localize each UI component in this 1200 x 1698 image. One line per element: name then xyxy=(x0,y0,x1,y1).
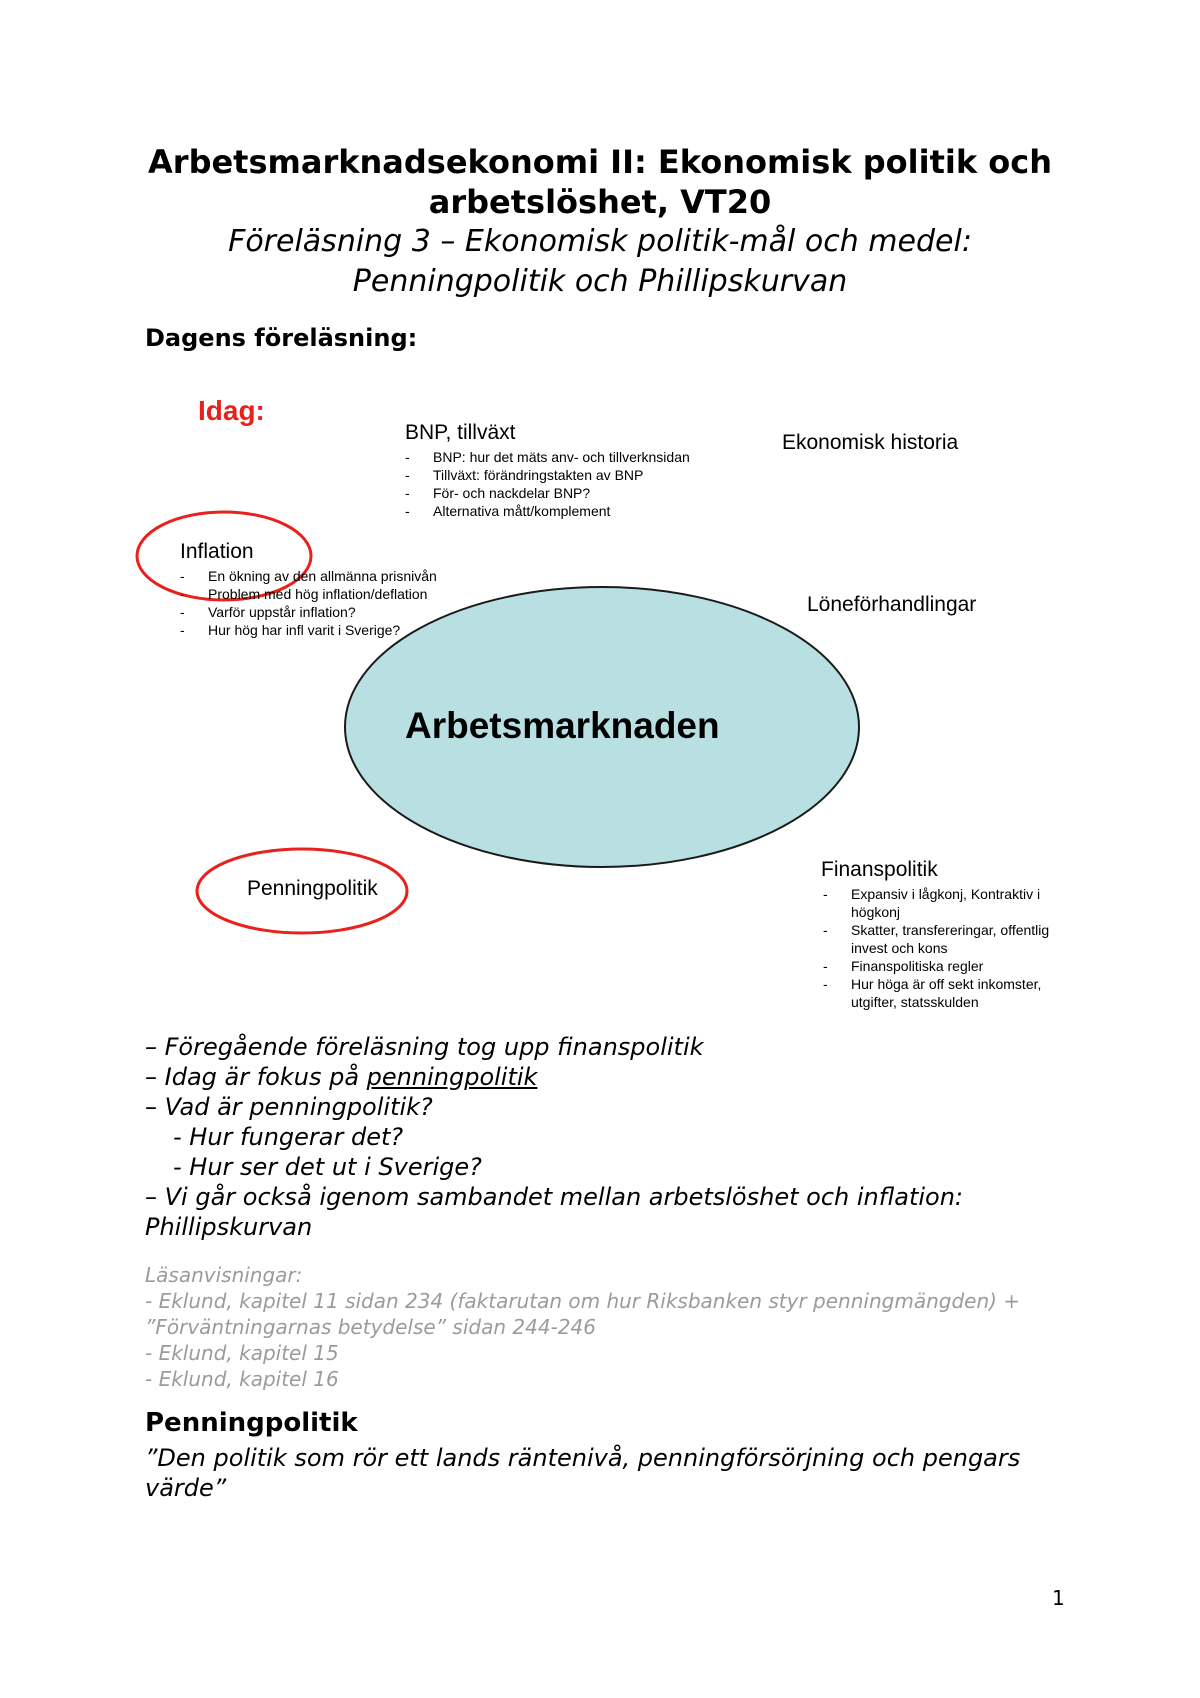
inflation-list xyxy=(178,567,437,639)
bullet-line-3: – Vad är penningpolitik? xyxy=(145,1093,433,1121)
bullet-line-2 xyxy=(145,1062,537,1092)
list-item: - Tillväxt: förändringstakten av BNP xyxy=(403,466,690,484)
bullet-line-5: - Hur ser det ut i Sverige? xyxy=(173,1153,482,1181)
list-item: - En ökning av den allmänna prisnivån xyxy=(178,567,437,585)
bullet-line-2-underlined: penningpolitik xyxy=(366,1063,538,1091)
page-number: 1 xyxy=(1052,1586,1065,1610)
finanspolitik-list xyxy=(821,885,1071,1011)
finanspolitik-title: Finanspolitik xyxy=(821,858,938,881)
list-item: - Varför uppstår inflation? xyxy=(178,603,437,621)
list-item: - För- och nackdelar BNP? xyxy=(403,484,690,502)
penningpolitik-heading: Penningpolitik xyxy=(145,1408,358,1438)
reading-heading: Läsanvisningar: xyxy=(145,1263,303,1287)
doc-title-line2: arbetslöshet, VT20 xyxy=(428,183,772,221)
arbetsmarknaden-label: Arbetsmarknaden xyxy=(405,705,720,746)
loneforhandlingar-label: Löneförhandlingar xyxy=(807,593,977,616)
list-item: - Alternativa mått/komplement xyxy=(403,502,690,520)
list-item: - BNP: hur det mäts anv- och tillverknsidan xyxy=(403,448,690,466)
list-item: - Skatter, transfereringar, offentlig invest och kons xyxy=(821,921,1071,957)
reading-line-4: - Eklund, kapitel 16 xyxy=(145,1367,339,1391)
overview-diagram xyxy=(135,395,1075,1020)
doc-title-line1: Arbetsmarknadsekonomi II: Ekonomisk politik och xyxy=(148,143,1052,181)
inflation-title: Inflation xyxy=(180,540,254,563)
bullet-line-4: - Hur fungerar det? xyxy=(173,1123,404,1151)
bullet-line-2-prefix: – Idag är fokus på xyxy=(145,1063,367,1091)
list-item: - Hur höga är off sekt inkomster, utgifter, statsskulden xyxy=(821,975,1071,1011)
reading-line-2: ”Förväntningarnas betydelse” sidan 244-246 xyxy=(145,1315,596,1339)
idag-label: Idag: xyxy=(198,395,265,426)
bullet-line-1: – Föregående föreläsning tog upp finanspolitik xyxy=(145,1033,704,1061)
bullet-line-7: Phillipskurvan xyxy=(145,1213,313,1241)
doc-subtitle-line1: Föreläsning 3 – Ekonomisk politik-mål och medel: xyxy=(228,224,972,259)
list-item: - Problem med hög inflation/deflation xyxy=(178,585,437,603)
section-heading-dagens: Dagens föreläsning: xyxy=(145,324,418,352)
list-item: - Finanspolitiska regler xyxy=(821,957,1071,975)
list-item: - Expansiv i lågkonj, Kontraktiv i högkonj xyxy=(821,885,1071,921)
reading-line-3: - Eklund, kapitel 15 xyxy=(145,1341,339,1365)
reading-line-1: - Eklund, kapitel 11 sidan 234 (faktarutan om hur Riksbanken styr penningmängden) + xyxy=(145,1289,1021,1313)
bnp-title: BNP, tillväxt xyxy=(405,421,516,444)
penningpolitik-label: Penningpolitik xyxy=(247,877,378,900)
ekonomisk-historia-label: Ekonomisk historia xyxy=(782,431,959,454)
list-item: - Hur hög har infl varit i Sverige? xyxy=(178,621,437,639)
penningpolitik-quote: ”Den politik som rör ett lands räntenivå, penningförsörjning och pengars värde” xyxy=(145,1444,1021,1502)
bullet-line-6: – Vi går också igenom sambandet mellan arbetslöshet och inflation: xyxy=(145,1183,964,1211)
bnp-list xyxy=(403,448,690,520)
doc-subtitle-line2: Penningpolitik och Phillipskurvan xyxy=(352,264,848,299)
